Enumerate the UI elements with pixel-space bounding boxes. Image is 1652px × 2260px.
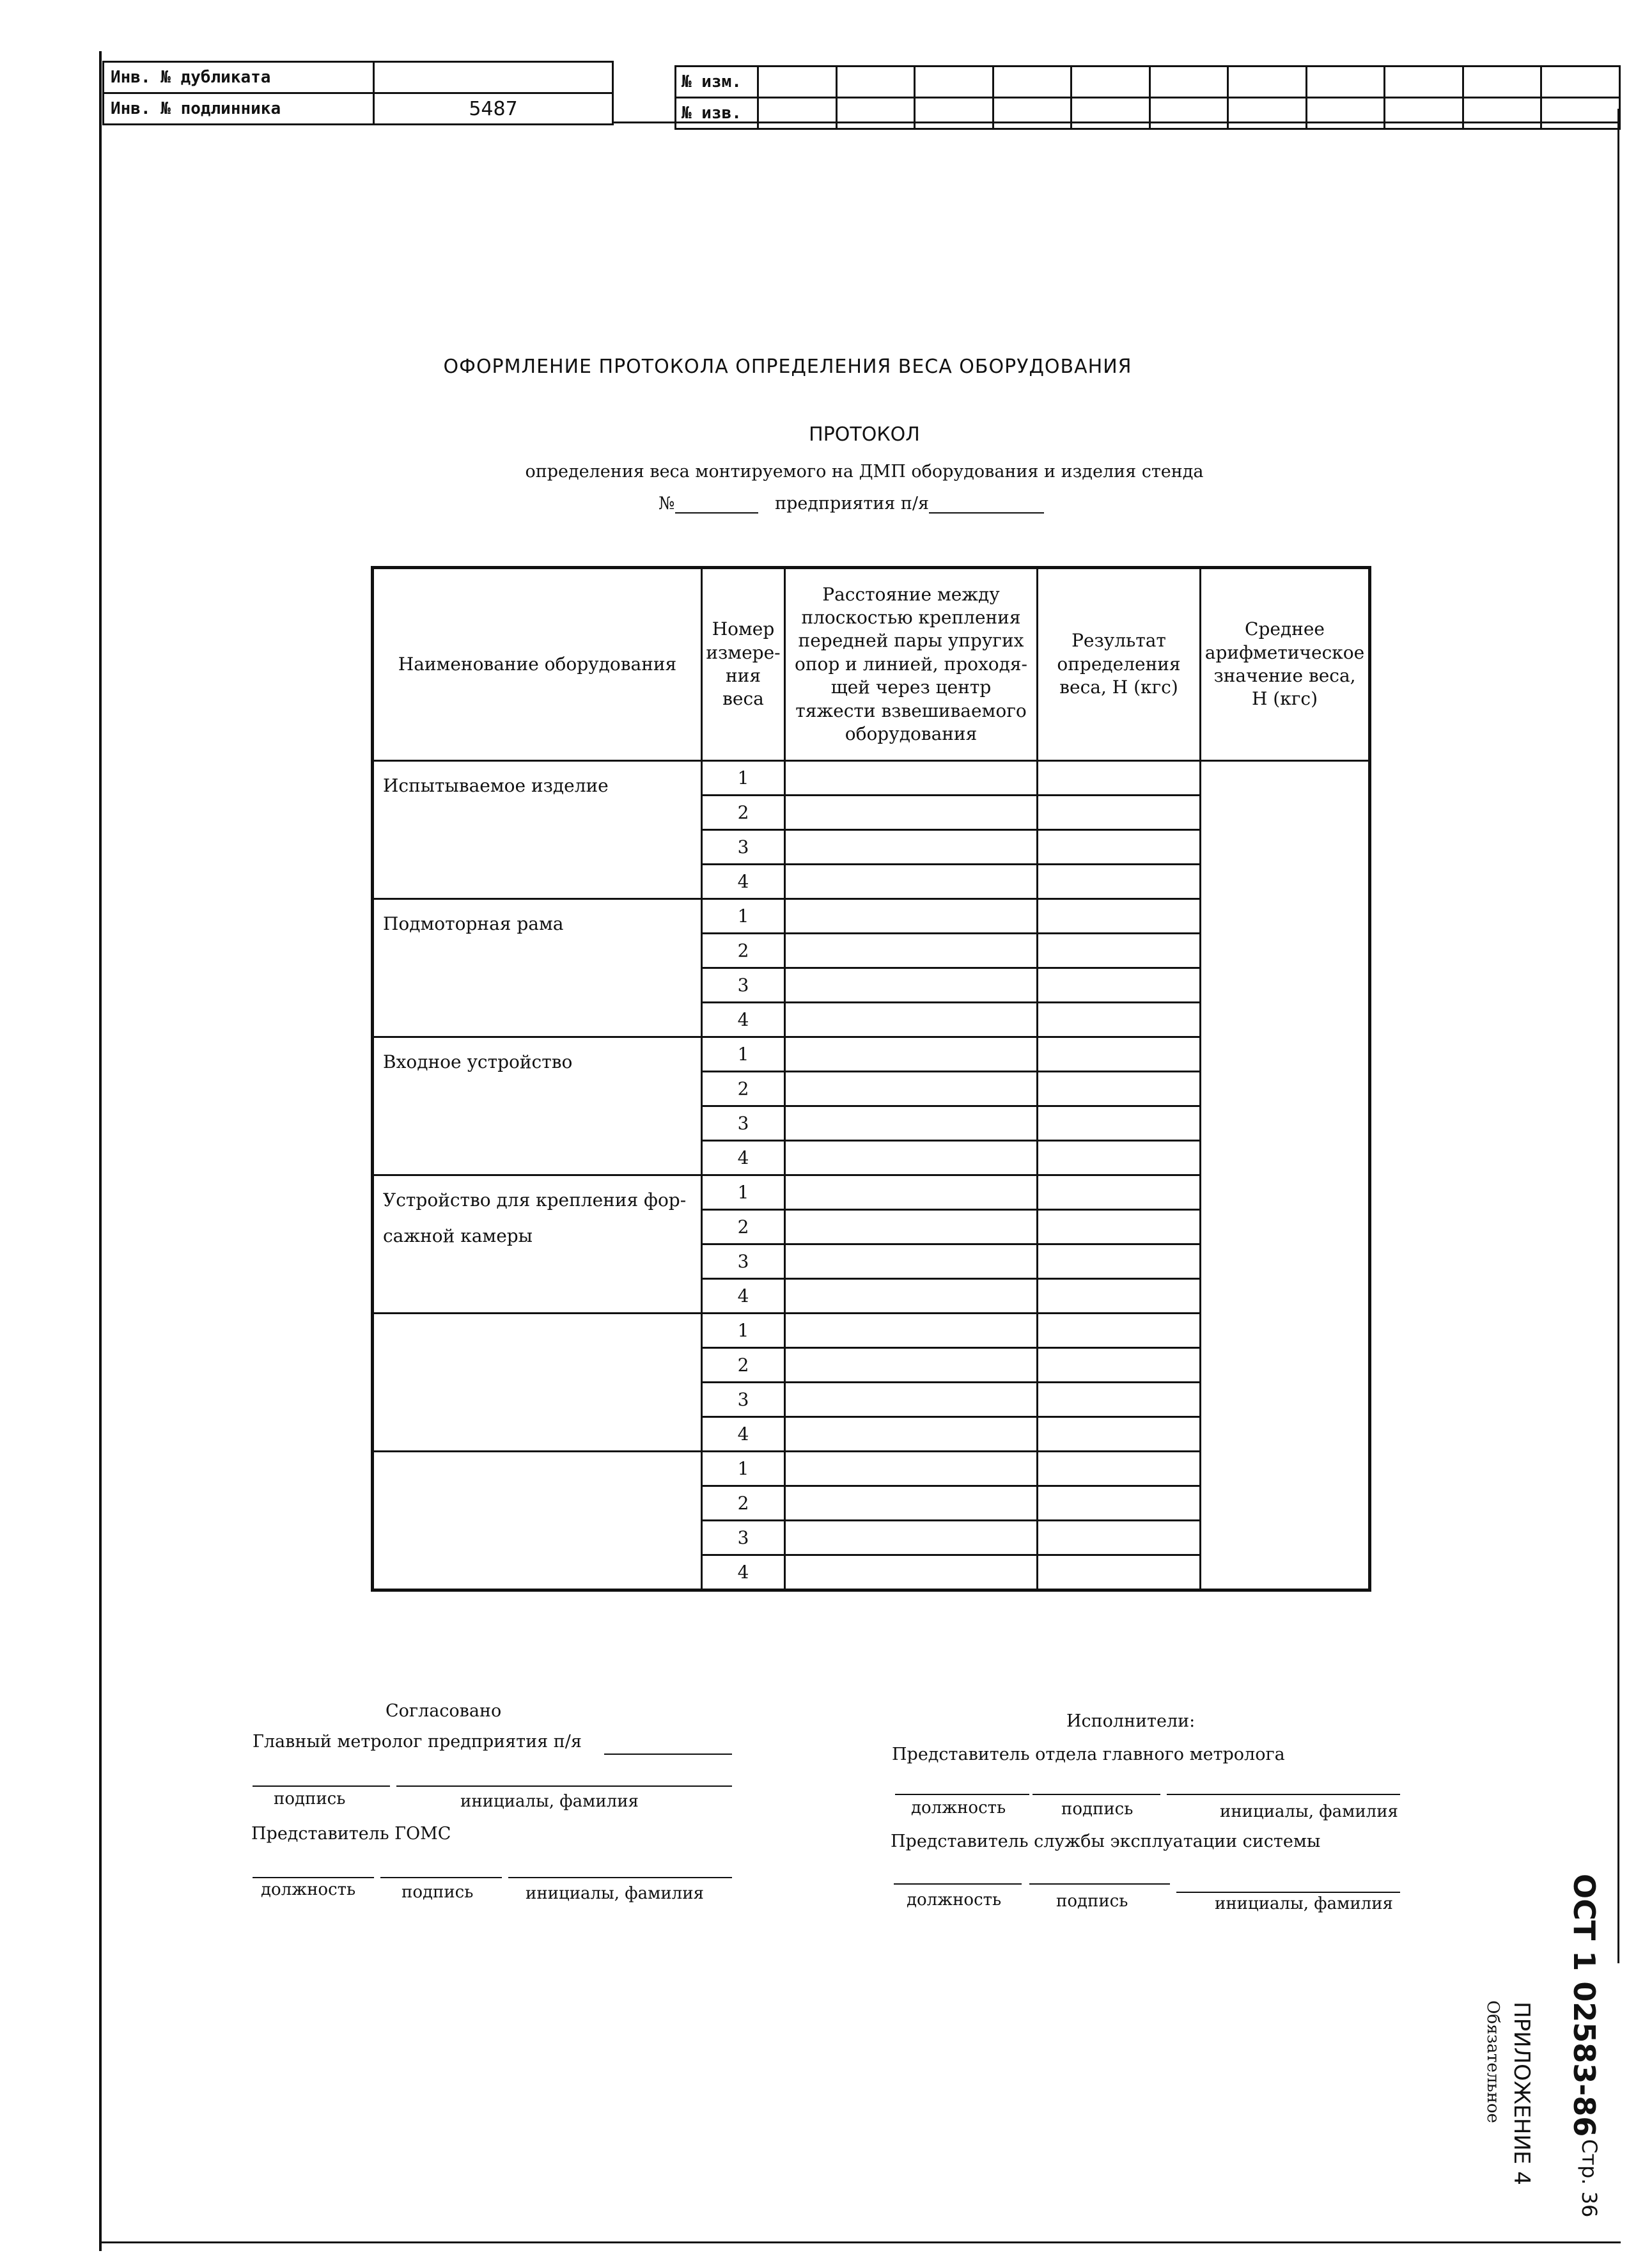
izm-cell — [1071, 67, 1150, 98]
measurement-number-cell: 1 — [702, 1452, 785, 1486]
izm-cell — [1306, 67, 1385, 98]
sign-line — [253, 1785, 390, 1787]
distance-cell[interactable] — [785, 968, 1038, 1003]
position-caption: должность — [907, 1890, 1002, 1910]
measurement-number-cell: 2 — [702, 1072, 785, 1106]
measurement-number-cell: 1 — [702, 1314, 785, 1348]
izm-cell — [758, 67, 837, 98]
weight-result-cell[interactable] — [1038, 865, 1201, 899]
distance-cell[interactable] — [785, 1383, 1038, 1417]
izm-cell — [1228, 67, 1307, 98]
signature-caption: подпись — [1061, 1800, 1134, 1819]
izv-cell — [993, 98, 1071, 129]
sign-line — [1167, 1794, 1400, 1795]
initials-caption: инициалы, фамилия — [526, 1884, 704, 1903]
equipment-name-cell: Входное устройство — [373, 1037, 702, 1175]
izv-label: № изв. — [676, 98, 758, 129]
weight-result-cell[interactable] — [1038, 1521, 1201, 1555]
orig-label: Инв. № подлинника — [104, 93, 374, 125]
izm-cell — [836, 67, 915, 98]
agreed-label: Согласовано — [386, 1701, 502, 1721]
measurement-number-cell: 4 — [702, 1279, 785, 1314]
measurement-number-cell: 4 — [702, 1417, 785, 1452]
header-mean-value: Среднее арифметическое значение веса, Н (кгс) — [1201, 568, 1370, 761]
izv-cell — [836, 98, 915, 129]
measurement-number-cell: 1 — [702, 1037, 785, 1072]
izv-cell — [1306, 98, 1385, 129]
orig-value: 5487 — [374, 93, 613, 125]
weight-result-cell[interactable] — [1038, 1314, 1201, 1348]
measurement-number-cell: 3 — [702, 1383, 785, 1417]
weight-result-cell[interactable] — [1038, 1279, 1201, 1314]
page-title: ОФОРМЛЕНИЕ ПРОТОКОЛА ОПРЕДЕЛЕНИЯ ВЕСА ОБОРУДОВАНИЯ — [443, 356, 1132, 378]
initials-caption: инициалы, фамилия — [1215, 1894, 1393, 1913]
distance-cell[interactable] — [785, 796, 1038, 830]
izv-cell — [1228, 98, 1307, 129]
weight-result-cell[interactable] — [1038, 899, 1201, 934]
obligatory-label: Обязательное — [1483, 2000, 1502, 2123]
protocol-number-line — [658, 494, 1044, 514]
inventory-stamp — [102, 61, 614, 125]
header-distance: Расстояние между плоскостью крепления передней пары упругих опор и линией, проходя- щей через центр тяжести взвешиваемого оборудования — [785, 568, 1038, 761]
weight-result-cell[interactable] — [1038, 1003, 1201, 1037]
weight-result-cell[interactable] — [1038, 761, 1201, 796]
sign-line — [1032, 1794, 1160, 1795]
page-number: Стр. 36 — [1577, 2139, 1601, 2218]
frame-right-border — [1617, 109, 1619, 1963]
distance-cell[interactable] — [785, 1521, 1038, 1555]
sign-line — [894, 1883, 1022, 1885]
table-row — [373, 761, 1370, 796]
protocol-subtitle: определения веса монтируемого на ДМП оборудования и изделия стенда — [525, 462, 1204, 482]
measurement-number-cell: 4 — [702, 1141, 785, 1175]
measurement-number-cell: 3 — [702, 830, 785, 865]
distance-cell[interactable] — [785, 1141, 1038, 1175]
executors-label: Исполнители: — [1066, 1711, 1196, 1731]
equipment-name-cell — [373, 1314, 702, 1452]
measurement-number-cell: 2 — [702, 1210, 785, 1244]
signature-caption: подпись — [1056, 1892, 1128, 1911]
measurement-number-cell: 2 — [702, 1486, 785, 1521]
dup-label: Инв. № дубликата — [104, 62, 374, 93]
signature-caption: подпись — [274, 1789, 346, 1809]
distance-cell[interactable] — [785, 1072, 1038, 1106]
initials-caption: инициалы, фамилия — [1220, 1802, 1398, 1821]
mean-value-cell[interactable] — [1201, 761, 1370, 1590]
initials-caption: инициалы, фамилия — [460, 1792, 639, 1811]
weight-result-cell[interactable] — [1038, 1486, 1201, 1521]
izm-cell — [915, 67, 994, 98]
chief-metrolog-label: Главный метролог предприятия п/я — [253, 1732, 582, 1752]
chief-metrolog-blank — [604, 1754, 732, 1755]
equipment-name-cell: Испытываемое изделие — [373, 761, 702, 899]
distance-cell[interactable] — [785, 830, 1038, 865]
weight-result-cell[interactable] — [1038, 830, 1201, 865]
change-registry — [674, 65, 1621, 130]
header-equipment-name: Наименование оборудования — [373, 568, 702, 761]
distance-cell[interactable] — [785, 1452, 1038, 1486]
weight-result-cell[interactable] — [1038, 1037, 1201, 1072]
weight-result-cell[interactable] — [1038, 1106, 1201, 1141]
protocol-heading: ПРОТОКОЛ — [809, 423, 920, 446]
gomc-rep-label: Представитель ГОМС — [251, 1824, 451, 1844]
distance-cell[interactable] — [785, 1314, 1038, 1348]
distance-cell[interactable] — [785, 1279, 1038, 1314]
sign-line — [380, 1877, 502, 1878]
signature-caption: подпись — [401, 1883, 474, 1902]
sign-line — [508, 1877, 732, 1878]
measurement-number-cell: 3 — [702, 1521, 785, 1555]
number-blank — [675, 512, 758, 514]
izv-cell — [1149, 98, 1228, 129]
distance-cell[interactable] — [785, 1175, 1038, 1210]
rep-service-label: Представитель службы эксплуатации системы — [891, 1832, 1321, 1851]
weight-result-cell[interactable] — [1038, 968, 1201, 1003]
weight-result-cell[interactable] — [1038, 796, 1201, 830]
izv-cell — [915, 98, 994, 129]
izv-cell — [1463, 98, 1541, 129]
dup-value — [374, 62, 613, 93]
rep-metrolog-label: Представитель отдела главного метролога — [892, 1745, 1285, 1764]
measurement-number-cell: 4 — [702, 1555, 785, 1590]
frame-left-border — [99, 51, 102, 2251]
distance-cell[interactable] — [785, 1348, 1038, 1383]
izv-cell — [758, 98, 837, 129]
weight-result-cell[interactable] — [1038, 1072, 1201, 1106]
izm-cell — [993, 67, 1071, 98]
sign-line — [1029, 1883, 1170, 1885]
distance-cell[interactable] — [785, 1210, 1038, 1244]
sign-line — [1176, 1892, 1400, 1893]
number-prefix: № — [658, 494, 675, 514]
distance-cell[interactable] — [785, 1106, 1038, 1141]
equipment-name-cell — [373, 1452, 702, 1590]
measurement-number-cell: 2 — [702, 796, 785, 830]
izv-cell — [1541, 98, 1620, 129]
distance-cell[interactable] — [785, 1555, 1038, 1590]
measurement-number-cell: 4 — [702, 865, 785, 899]
header-measurement-number: Номер измере- ния веса — [702, 568, 785, 761]
distance-cell[interactable] — [785, 865, 1038, 899]
appendix-label: ПРИЛОЖЕНИЕ 4 — [1509, 2002, 1534, 2185]
equipment-name-cell: Подмоторная рама — [373, 899, 702, 1037]
weight-result-cell[interactable] — [1038, 1175, 1201, 1210]
weight-result-cell[interactable] — [1038, 1417, 1201, 1452]
enterprise-label: предприятия п/я — [775, 494, 930, 514]
measurement-number-cell: 1 — [702, 761, 785, 796]
izm-cell — [1541, 67, 1620, 98]
distance-cell[interactable] — [785, 1244, 1038, 1279]
weight-result-cell[interactable] — [1038, 1452, 1201, 1486]
izv-cell — [1385, 98, 1463, 129]
weight-result-cell[interactable] — [1038, 1555, 1201, 1590]
measurement-number-cell: 2 — [702, 1348, 785, 1383]
distance-cell[interactable] — [785, 761, 1038, 796]
distance-cell[interactable] — [785, 934, 1038, 968]
standard-code: ОСТ 1 02583-86 — [1567, 1874, 1601, 2137]
equipment-name-cell: Устройство для крепления фор- сажной камеры — [373, 1175, 702, 1314]
sign-line — [895, 1794, 1029, 1795]
distance-cell[interactable] — [785, 899, 1038, 934]
protocol-table — [371, 566, 1371, 1592]
distance-cell[interactable] — [785, 1003, 1038, 1037]
frame-bottom-border — [99, 2241, 1621, 2243]
izm-cell — [1149, 67, 1228, 98]
weight-result-cell[interactable] — [1038, 1244, 1201, 1279]
weight-result-cell[interactable] — [1038, 934, 1201, 968]
measurement-number-cell: 4 — [702, 1003, 785, 1037]
izv-cell — [1071, 98, 1150, 129]
protocol-table-body — [373, 761, 1370, 1590]
weight-result-cell[interactable] — [1038, 1141, 1201, 1175]
izm-cell — [1385, 67, 1463, 98]
izm-cell — [1463, 67, 1541, 98]
measurement-number-cell: 2 — [702, 934, 785, 968]
position-caption: должность — [911, 1798, 1006, 1817]
measurement-number-cell: 1 — [702, 899, 785, 934]
sign-line — [396, 1785, 732, 1787]
position-caption: должность — [261, 1880, 356, 1899]
measurement-number-cell: 3 — [702, 1106, 785, 1141]
distance-cell[interactable] — [785, 1417, 1038, 1452]
measurement-number-cell: 3 — [702, 968, 785, 1003]
weight-result-cell[interactable] — [1038, 1348, 1201, 1383]
weight-result-cell[interactable] — [1038, 1383, 1201, 1417]
izm-label: № изм. — [676, 67, 758, 98]
distance-cell[interactable] — [785, 1486, 1038, 1521]
measurement-number-cell: 3 — [702, 1244, 785, 1279]
header-weight-result: Результат определения веса, Н (кгс) — [1038, 568, 1201, 761]
distance-cell[interactable] — [785, 1037, 1038, 1072]
measurement-number-cell: 1 — [702, 1175, 785, 1210]
sign-line — [253, 1877, 374, 1878]
enterprise-blank — [929, 512, 1044, 514]
weight-result-cell[interactable] — [1038, 1210, 1201, 1244]
